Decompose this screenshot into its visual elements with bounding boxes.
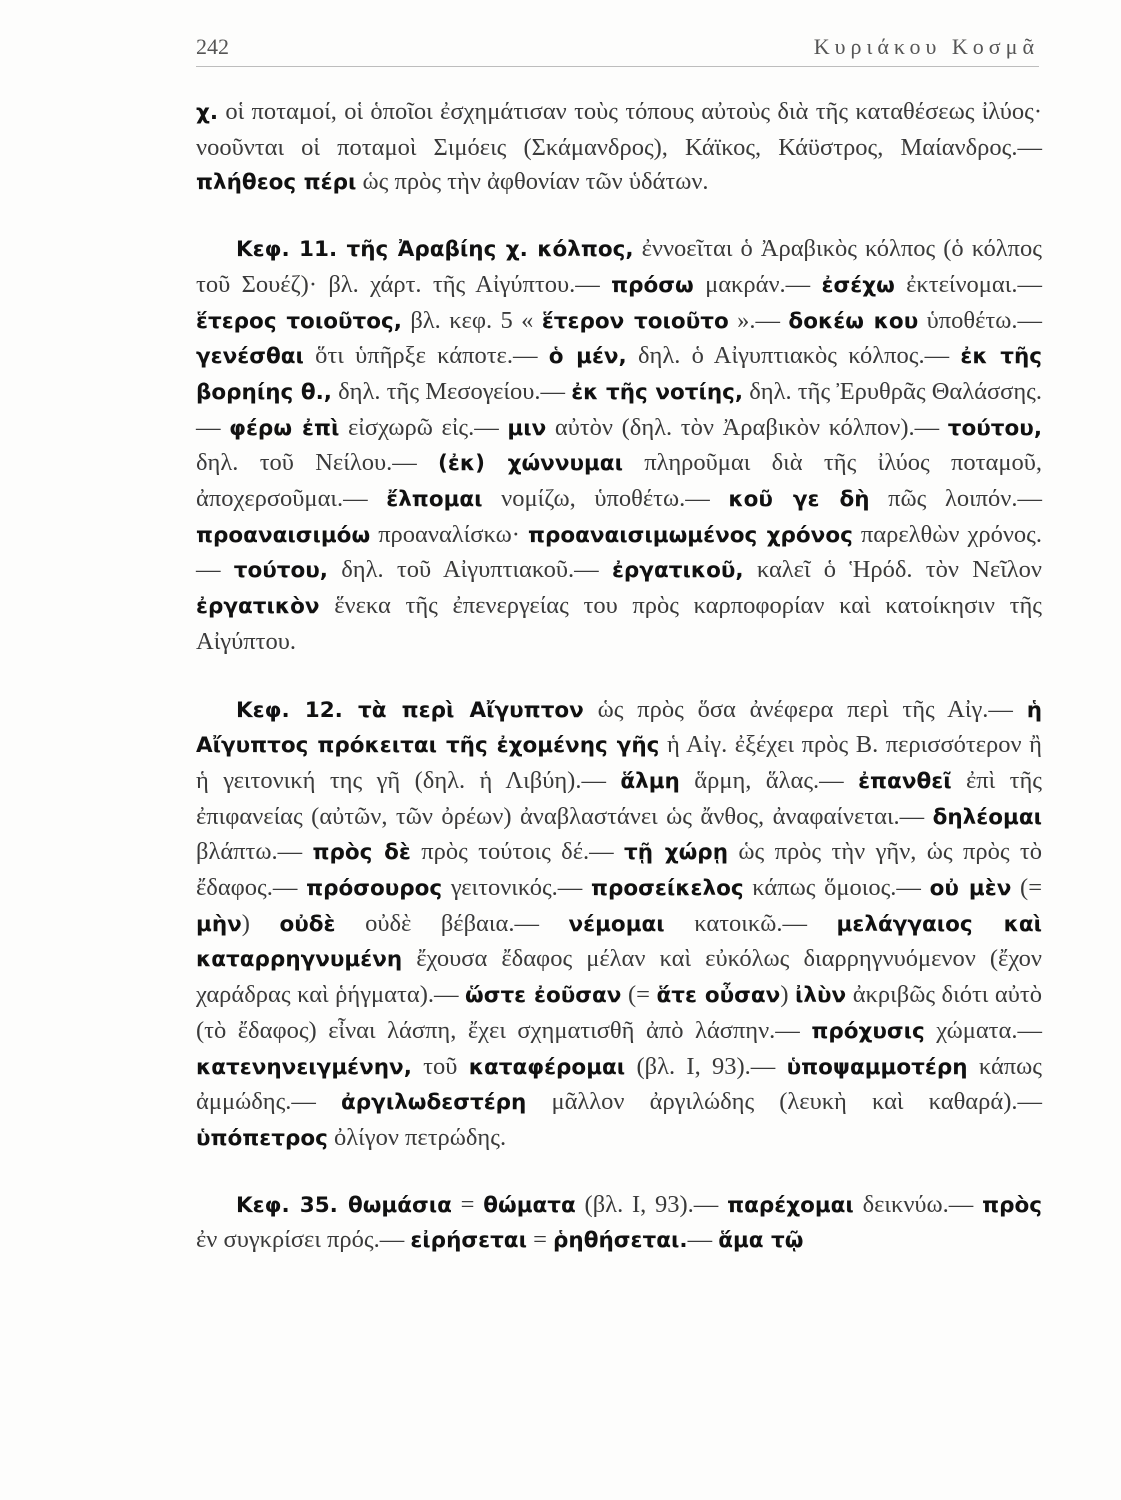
lemma-term: προαναισιμόω xyxy=(196,522,371,548)
gloss-text: καλεῖ ὁ Ἡρόδ. τὸν Νεῖλον xyxy=(743,556,1042,584)
lemma-term: μιν xyxy=(507,415,547,441)
gloss-text: = xyxy=(526,1226,554,1254)
lemma-term: ἐπανθεῖ xyxy=(858,768,952,794)
lemma-term: οὐ μὲν xyxy=(929,876,1012,902)
gloss-text: ὡς πρὸς ὅσα ἀνέφερα περὶ τῆς Αἰγ.— xyxy=(583,695,1027,723)
lemma-term: προαναισιμωμένος χρόνος xyxy=(527,522,853,548)
gloss-text: ἐπὶ τῆς ἐπιφανείας (αὐτῶν, τῶν ὀρέων) ἀναβλαστάνει ὡς ἄνθος, ἀναφαίνεται.— xyxy=(196,766,1042,830)
gloss-text: ὡς πρὸς τὴν ἀφθονίαν τῶν ὑδάτων. xyxy=(356,168,709,196)
gloss-text: ὅτι ὑπῆρξε κάποτε.— xyxy=(303,342,549,370)
lemma-term: τῇ χώρῃ xyxy=(624,840,729,866)
gloss-text: ἐκτείνομαι.— xyxy=(894,270,1042,298)
lemma-term: ἐκ τῆς βορηίης θ., xyxy=(196,344,1043,405)
lemma-term: ὁ μέν, xyxy=(548,344,627,370)
gloss-text: τοῦ xyxy=(411,1052,469,1080)
gloss-text: νομίζω, ὑποθέτω.— xyxy=(482,485,729,513)
lemma-term: ἐργατικοῦ, xyxy=(611,558,744,584)
gloss-text: εἰσχωρῶ εἰς.— xyxy=(339,413,508,441)
gloss-text: = xyxy=(451,1190,484,1218)
gloss-text: ».— xyxy=(728,306,789,334)
lemma-term: δηλέομαι xyxy=(932,804,1042,830)
gloss-text: δηλ. τοῦ Νείλου.— xyxy=(196,449,439,477)
lemma-term: πρὸς δὲ xyxy=(312,840,411,866)
lemma-term: καταφέρομαι xyxy=(468,1054,626,1080)
lemma-term: γενέσθαι xyxy=(196,344,304,370)
lemma-term: ῥηθήσεται. xyxy=(553,1228,688,1254)
lemma-term: μὴν xyxy=(196,911,242,937)
lemma-term: πρὸς xyxy=(982,1192,1042,1218)
lemma-term: μελάγγαιος καὶ καταρρηγνυμένη xyxy=(196,911,1042,973)
gloss-text: κάπως ἀμμώδης.— xyxy=(196,1052,1042,1116)
running-head: Κυριάκου Κοσμᾶ xyxy=(813,34,1039,59)
gloss-text: ἕνεκα τῆς ἐπενεργείας του πρὸς καρποφορίαν καὶ κατοίκησιν τῆς Αἰγύπτου. xyxy=(196,592,1042,655)
gloss-text: δηλ. ὁ Αἰγυπτιακὸς κόλπος.— xyxy=(626,342,961,370)
section-chapter-11 xyxy=(196,232,1042,659)
gloss-text: (βλ. I, 93).— xyxy=(575,1190,728,1218)
lemma-term: πλήθεος πέρι xyxy=(196,170,357,196)
lemma-term: πρόσουρος xyxy=(306,876,443,902)
lemma-term: Κεφ. 11. τῆς Ἀραβίης χ. κόλπος, xyxy=(236,237,634,263)
gloss-text: οὐδὲ βέβαια.— xyxy=(335,909,569,937)
section-chapter-12 xyxy=(196,693,1042,1157)
lemma-term: (ἐκ) χώννυμαι xyxy=(438,451,623,477)
gloss-text: μακράν.— xyxy=(693,270,822,298)
lemma-term: ἅλμη xyxy=(620,768,680,794)
gloss-text: δηλ. τοῦ Αἰγυπτιακοῦ.— xyxy=(327,556,612,584)
lemma-term: ἰλὺν xyxy=(795,983,847,1009)
gloss-text: βλ. κεφ. 5 « xyxy=(401,306,542,334)
lemma-term: θώματα xyxy=(483,1192,576,1218)
lemma-term: πρόχυσις xyxy=(811,1018,925,1044)
gloss-text: ἔχουσα ἔδαφος μέλαν καὶ εὐκόλως διαρρηγνυόμενον (ἔχον χαράδρας καὶ ῥήγματα).— xyxy=(196,945,1042,1009)
lemma-term: ἐσέχω xyxy=(821,272,895,298)
lemma-term: φέρω ἐπὶ xyxy=(229,415,340,441)
page-body xyxy=(196,95,1042,1259)
gloss-text: μᾶλλον ἀργιλώδης (λευκὴ καὶ καθαρά).— xyxy=(526,1088,1042,1116)
lemma-term: Κεφ. 35. θωμάσια xyxy=(236,1192,452,1218)
lemma-term: παρέχομαι xyxy=(727,1192,854,1218)
lemma-term: προσείκελος xyxy=(590,876,744,902)
lemma-term: δοκέω κου xyxy=(788,308,919,334)
gloss-text: (= xyxy=(621,981,657,1009)
gloss-text: προαναλίσκω· xyxy=(370,520,528,548)
lemma-term: τούτου, xyxy=(233,558,328,584)
lemma-term: ὥστε ἐοῦσαν xyxy=(465,983,622,1009)
gloss-text: κάπως ὅμοιος.— xyxy=(743,874,930,902)
gloss-text: (= xyxy=(1011,874,1043,902)
gloss-text: αὐτὸν (δηλ. τὸν Ἀραβικὸν κόλπον).— xyxy=(546,413,948,441)
gloss-text: ἀκριβῶς διότι αὐτὸ (τὸ ἔδαφος) εἶναι λάσπη, ἔχει σχηματισθῆ ἀπὸ λάσπην.— xyxy=(196,981,1042,1044)
gloss-text: βλάπτω.— xyxy=(196,838,313,866)
gloss-text: παρελθὼν χρόνος.— xyxy=(196,520,1043,584)
lemma-term: ἐργατικὸν xyxy=(196,594,320,620)
gloss-text: κατοικῶ.— xyxy=(664,909,837,937)
lemma-term: τούτου, xyxy=(947,415,1042,441)
section-chapter-35 xyxy=(196,1188,1042,1259)
gloss-text: πρὸς τούτοις δέ.— xyxy=(410,838,624,866)
lemma-term: ὑπόπετρος xyxy=(196,1125,328,1151)
lemma-term: ἅμα τῷ xyxy=(718,1228,804,1254)
gloss-text: δηλ. τῆς Μεσογείου.— xyxy=(331,377,572,405)
gloss-text: χώματα.— xyxy=(924,1016,1042,1044)
lemma-term: ἔλπομαι xyxy=(386,487,483,513)
gloss-text: πῶς λοιπόν.— xyxy=(869,485,1042,513)
page-header xyxy=(196,32,1039,67)
lemma-term: οὐδὲ xyxy=(279,911,336,937)
gloss-text: οἱ ποταμοί, οἱ ὁποῖοι ἐσχημάτισαν τοὺς τόπους αὐτοὺς διὰ τῆς καταθέσεως ἰλύος· νοοῦνται οἱ ποταμοὶ Σιμόεις (Σκάμανδρος), Κάϊκος, Κάϋστρος, Μαίανδρος.— xyxy=(196,98,1042,161)
gloss-text: ) xyxy=(241,909,280,937)
gloss-text: (βλ. I, 93).— xyxy=(625,1052,787,1080)
lemma-term: κοῦ γε δὴ xyxy=(728,487,870,513)
gloss-text: ὡς πρὸς τὴν γῆν, ὡς πρὸς τὸ ἔδαφος.— xyxy=(196,838,1043,902)
gloss-text: ὑποθέτω.— xyxy=(918,306,1043,334)
lemma-term: ἐκ τῆς νοτίης, xyxy=(571,379,744,405)
gloss-text: δεικνύω.— xyxy=(853,1190,983,1218)
lemma-term: ἀργιλωδεστέρη xyxy=(341,1090,527,1116)
gloss-text: ἅρμη, ἅλας.— xyxy=(679,766,859,794)
page-number: 242 xyxy=(196,34,229,59)
lemma-term: ἕτερον τοιοῦτο xyxy=(541,308,729,334)
gloss-text: ἡ Αἰγ. ἐξέχει πρὸς Β. περισσότερον ἢ ἡ γειτονική της γῆ (δηλ. ἡ Λιβύη).— xyxy=(196,731,1042,794)
gloss-text: ) xyxy=(780,981,796,1009)
lemma-term: κατενηνειγμένην, xyxy=(196,1054,412,1080)
lemma-term: ὑποψαμμοτέρη xyxy=(786,1054,968,1080)
lemma-term: χ. xyxy=(196,100,219,125)
gloss-text: πληροῦμαι διὰ τῆς ἰλύος ποταμοῦ, ἀποχερσοῦμαι.— xyxy=(196,449,1042,513)
gloss-text: ἐννοεῖται ὁ Ἀραβικὸς κόλπος (ὁ κόλπος τοῦ Σουέζ)· βλ. χάρτ. τῆς Αἰγύπτου.— xyxy=(196,235,1042,298)
lemma-term: ἅτε οὖσαν xyxy=(656,983,781,1009)
gloss-text: δηλ. τῆς Ἐρυθρᾶς Θαλάσσης.— xyxy=(196,377,1042,441)
lemma-term: εἰρήσεται xyxy=(410,1228,527,1254)
lemma-term: ἡ Αἴγυπτος πρόκειται τῆς ἐχομένης γῆς xyxy=(196,697,1042,759)
gloss-text: ἐν συγκρίσει πρός.— xyxy=(196,1226,411,1254)
gloss-text: — xyxy=(687,1226,719,1254)
lemma-term: πρόσω xyxy=(611,272,694,298)
lemma-term: ἕτερος τοιοῦτος, xyxy=(196,308,402,334)
gloss-text: γειτονικός.— xyxy=(442,874,591,902)
paragraph-continuation xyxy=(196,95,1042,201)
lemma-term: νέμομαι xyxy=(568,911,665,937)
gloss-text: ὀλίγον πετρώδης. xyxy=(327,1123,507,1151)
lemma-term: Κεφ. 12. τὰ περὶ Αἴγυπτον xyxy=(236,697,584,723)
